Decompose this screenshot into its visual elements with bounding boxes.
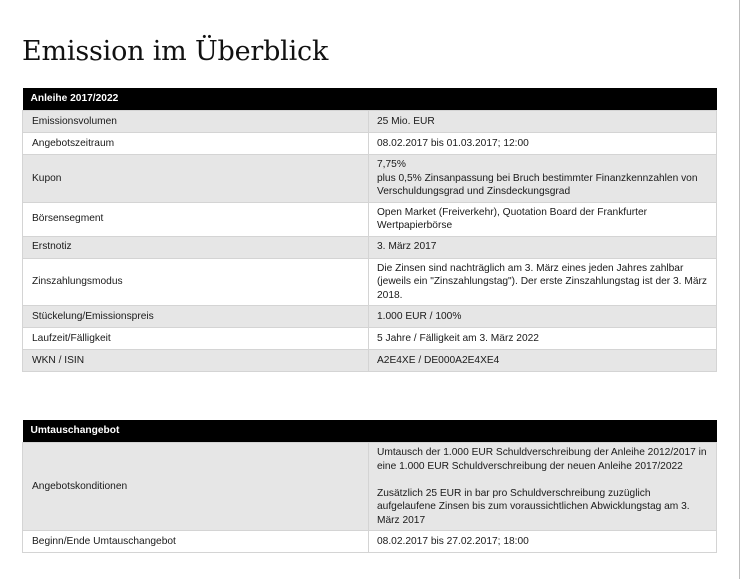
row-key-erstnotiz: Erstnotiz xyxy=(23,236,369,258)
table-row xyxy=(23,202,717,236)
row-value-beginn-ende: 08.02.2017 bis 27.02.2017; 18:00 xyxy=(369,531,717,553)
table-row xyxy=(23,111,717,133)
row-value-zinszahlungsmodus: Die Zinsen sind nachträglich am 3. März eines jeden Jahres zahlbar (jeweils ein "Zinszahlungstag"). Der erste Zinszahlungstag ist der 3. März 2018. xyxy=(369,258,717,306)
row-value-angebotszeitraum: 08.02.2017 bis 01.03.2017; 12:00 xyxy=(369,133,717,155)
angebotskonditionen-umtausch: Umtausch der 1.000 EUR Schuldverschreibung der Anleihe 2012/2017 in eine 1.000 EUR Schuldverschreibung der neuen Anleihe 2017/2022 xyxy=(377,447,707,472)
row-key-wkn-isin: WKN / ISIN xyxy=(23,350,369,372)
row-key-stueckelung: Stückelung/Emissionspreis xyxy=(23,306,369,328)
table-row xyxy=(23,155,717,203)
table-row xyxy=(23,236,717,258)
row-key-zinszahlungsmodus: Zinszahlungsmodus xyxy=(23,258,369,306)
table-row xyxy=(23,133,717,155)
row-value-emissionsvolumen: 25 Mio. EUR xyxy=(369,111,717,133)
row-key-kupon: Kupon xyxy=(23,155,369,203)
kupon-adjustment: plus 0,5% Zinsanpassung bei Bruch bestimmter Finanzkennzahlen von Verschuldungsgrad und Zinsdeckungsgrad xyxy=(377,172,698,197)
table-row xyxy=(23,258,717,306)
row-key-laufzeit: Laufzeit/Fälligkeit xyxy=(23,328,369,350)
row-key-beginn-ende: Beginn/Ende Umtauschangebot xyxy=(23,531,369,553)
row-key-emissionsvolumen: Emissionsvolumen xyxy=(23,111,369,133)
kupon-rate: 7,75% xyxy=(377,159,406,170)
row-value-angebotskonditionen xyxy=(369,443,717,531)
angebotskonditionen-zusatz: Zusätzlich 25 EUR in bar pro Schuldverschreibung zuzüglich aufgelaufene Zinsen bis zum voraussichtlichen Abwicklungstag am 3. März 2017 xyxy=(377,487,690,526)
anleihe-table xyxy=(22,88,717,372)
row-value-wkn-isin: A2E4XE / DE000A2E4XE4 xyxy=(369,350,717,372)
row-key-angebotskonditionen: Angebotskonditionen xyxy=(23,443,369,531)
table-row xyxy=(23,531,717,553)
table-row xyxy=(23,350,717,372)
table-row xyxy=(23,443,717,531)
table-row xyxy=(23,328,717,350)
row-key-angebotszeitraum: Angebotszeitraum xyxy=(23,133,369,155)
row-value-kupon xyxy=(369,155,717,203)
row-value-erstnotiz: 3. März 2017 xyxy=(369,236,717,258)
umtausch-table-header: Umtauschangebot xyxy=(23,420,717,443)
umtausch-table xyxy=(22,420,717,553)
page-title: Emission im Überblick xyxy=(22,36,329,67)
row-value-boersensegment: Open Market (Freiverkehr), Quotation Board der Frankfurter Wertpapierbörse xyxy=(369,202,717,236)
row-value-laufzeit: 5 Jahre / Fälligkeit am 3. März 2022 xyxy=(369,328,717,350)
anleihe-table-header: Anleihe 2017/2022 xyxy=(23,88,717,111)
row-value-stueckelung: 1.000 EUR / 100% xyxy=(369,306,717,328)
table-row xyxy=(23,306,717,328)
row-key-boersensegment: Börsensegment xyxy=(23,202,369,236)
